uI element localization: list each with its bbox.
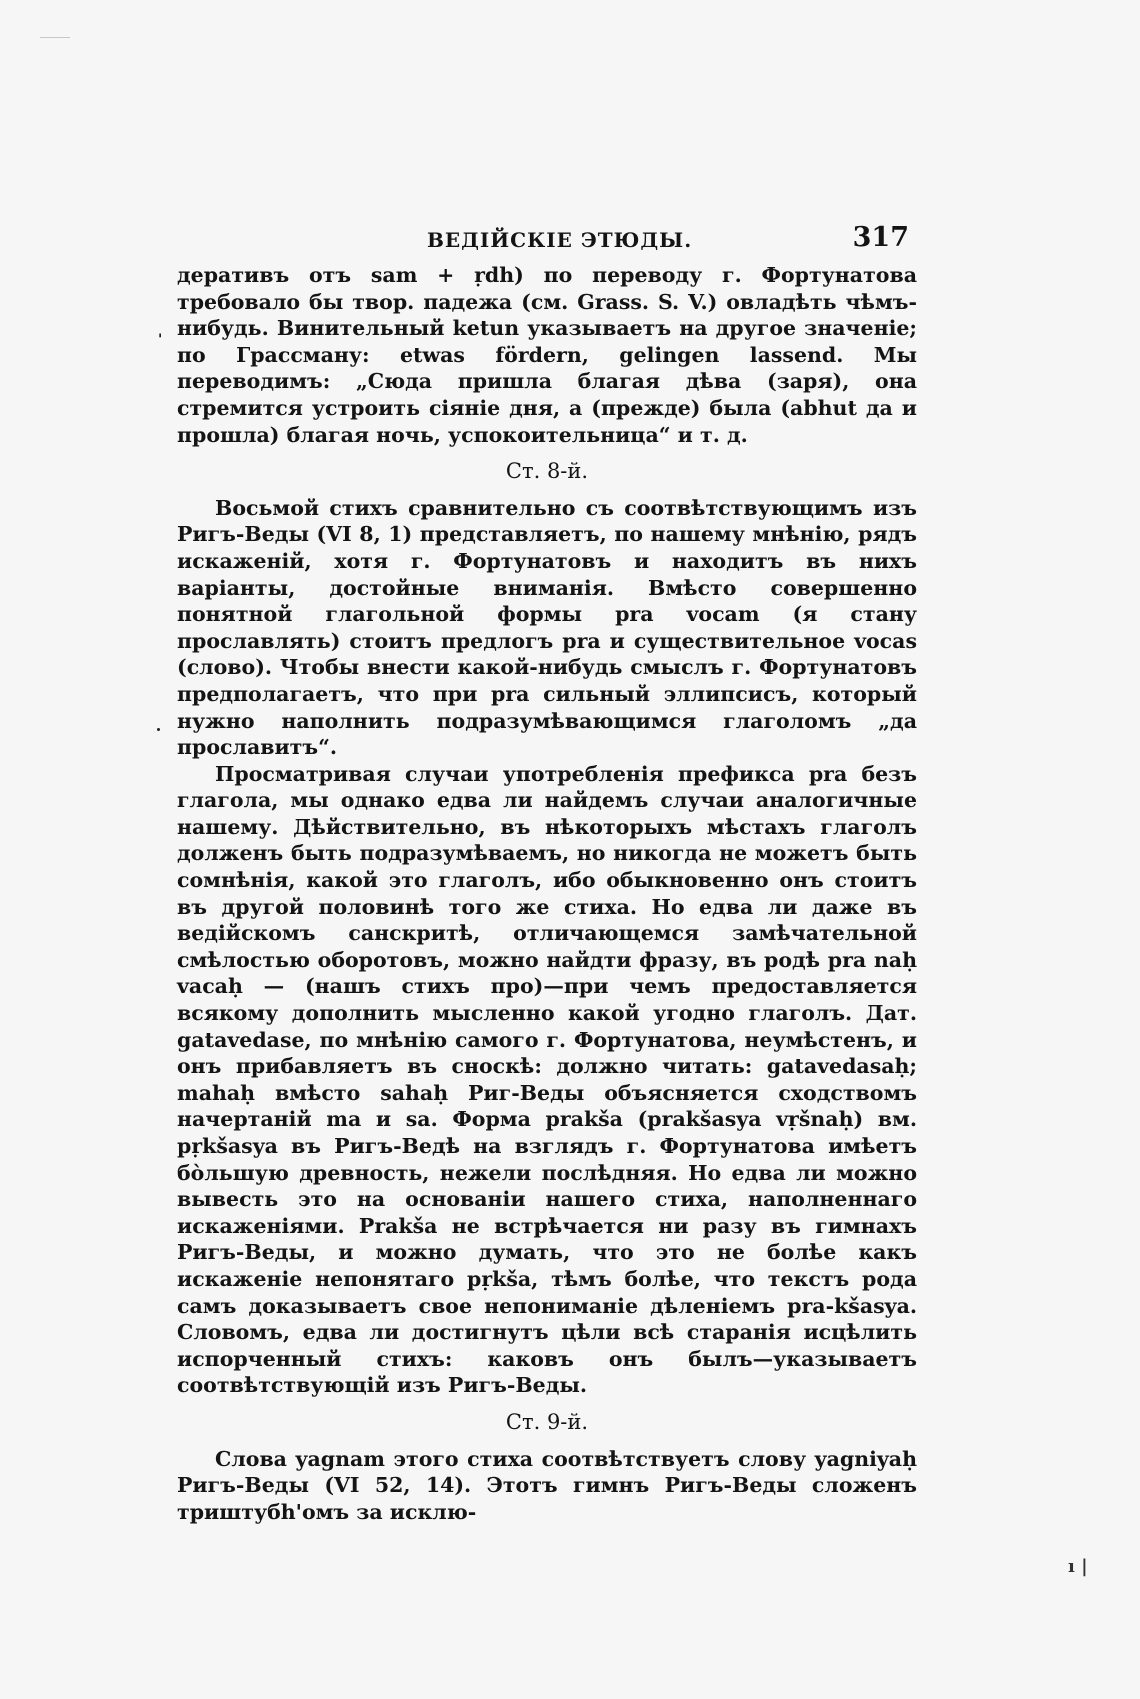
scan-edge-line	[40, 37, 70, 38]
section-heading-st8: Ст. 8-й.	[505, 459, 589, 484]
paragraph-continuation: деративъ отъ sam + ṛdh) по переводу г. Фортунатова требовало бы твор. падежа (см. Grass. S. V.) овладѣть чѣмъ-нибудь. Винительный ketun указываетъ на другое значеніе; по Грассману: etwas fördern, gelingen lassend. Мы переводимъ: „Сюда пришла благая дѣва (заря), она стремится устроить сіяніе дня, а (прежде) была (abhut да и прошла) благая ночь, успокоительница“ и т. д.	[177, 263, 917, 447]
paragraph-st9-start: Слова yagnam этого стиха соотвѣтствуетъ слову yagniyaḥ Ригъ-Веды (VI 52, 14). Этотъ гимнъ Ригъ-Веды сложенъ триштубh'омъ за исклю-	[177, 1446, 917, 1524]
margin-tick-mark: '	[158, 332, 163, 348]
paragraph-st8-discussion: Просматривая случаи употребленія префикса pra безъ глагола, мы однако едва ли найдемъ случаи аналогичные нашему. Дѣйствительно, въ нѣкоторыхъ мѣстахъ глаголъ долженъ быть подразумѣваемъ, но никогда не можетъ быть сомнѣнія, какой это глаголъ, ибо обыкновенно онъ стоитъ въ другой половинѣ того же стиха. Но едва ли даже въ ведійскомъ санскритѣ, отличающемся замѣчательной смѣлостью оборотовъ, можно найдти фразу, въ родѣ pra naḥ vacaḥ — (нашъ стихъ про)—при чемъ предоставляется всякому дополнить мысленно какой угодно глаголъ. Дат. gatavedase, по мнѣнію самого г. Фортунатова, неумѣстенъ, и онъ прибавляетъ въ сноскѣ: должно читать: gatavedasaḥ; mahaḥ вмѣсто sahaḥ Риг-Веды объясняется сходствомъ начертаній ma и sa. Форма prakša (prakšasya vṛšnaḥ) вм. pṛkšasya въ Ригъ-Ведѣ на взглядъ г. Фортунатова имѣетъ бо̀льшую древность, нежели послѣдняя. Но едва ли можно вывесть это на основаніи нашего стиха, наполненнаго искаженіями. Prakša не встрѣчается ни разу въ гимнахъ Ригъ-Веды, и можно думать, что это не болѣе какъ искаженіе непонятаго pṛkša, тѣмъ болѣе, что текстъ рода самъ доказываетъ свое непониманіе дѣленіемъ pra-kšasya. Словомъ, едва ли достигнутъ цѣли всѣ старанія исцѣлить испорченный стихъ: каковъ онъ былъ—указываетъ соотвѣтствующій изъ Ригъ-Веды.	[177, 761, 917, 1398]
page-body	[177, 222, 917, 1525]
margin-dot-mark	[157, 728, 160, 731]
running-title: ВЕДІЙСКІЕ ЭТЮДЫ.	[427, 228, 693, 252]
page-number: 317	[852, 222, 909, 253]
paragraph-st8-intro: Восьмой стихъ сравнительно съ соотвѣтствующимъ изъ Ригъ-Веды (VI 8, 1) представляетъ, по нашему мнѣнію, рядъ искаженій, хотя г. Фортунатовъ и находитъ въ нихъ варіанты, достойные вниманія. Вмѣсто совершенно понятной глагольной формы pra vocam (я стану прославлять) стоитъ предлогъ pra и существительное vocas (слово). Чтобы внести какой-нибудь смыслъ г. Фортунатовъ предполагаетъ, что при pra сильный эллипсисъ, который нужно наполнить подразумѣвающимся глаголомъ „да прославитъ“.	[177, 495, 917, 760]
section-heading-st9: Ст. 9-й.	[505, 1409, 589, 1434]
running-header	[177, 222, 917, 262]
scan-corner-marks: ı |	[1068, 1556, 1088, 1577]
